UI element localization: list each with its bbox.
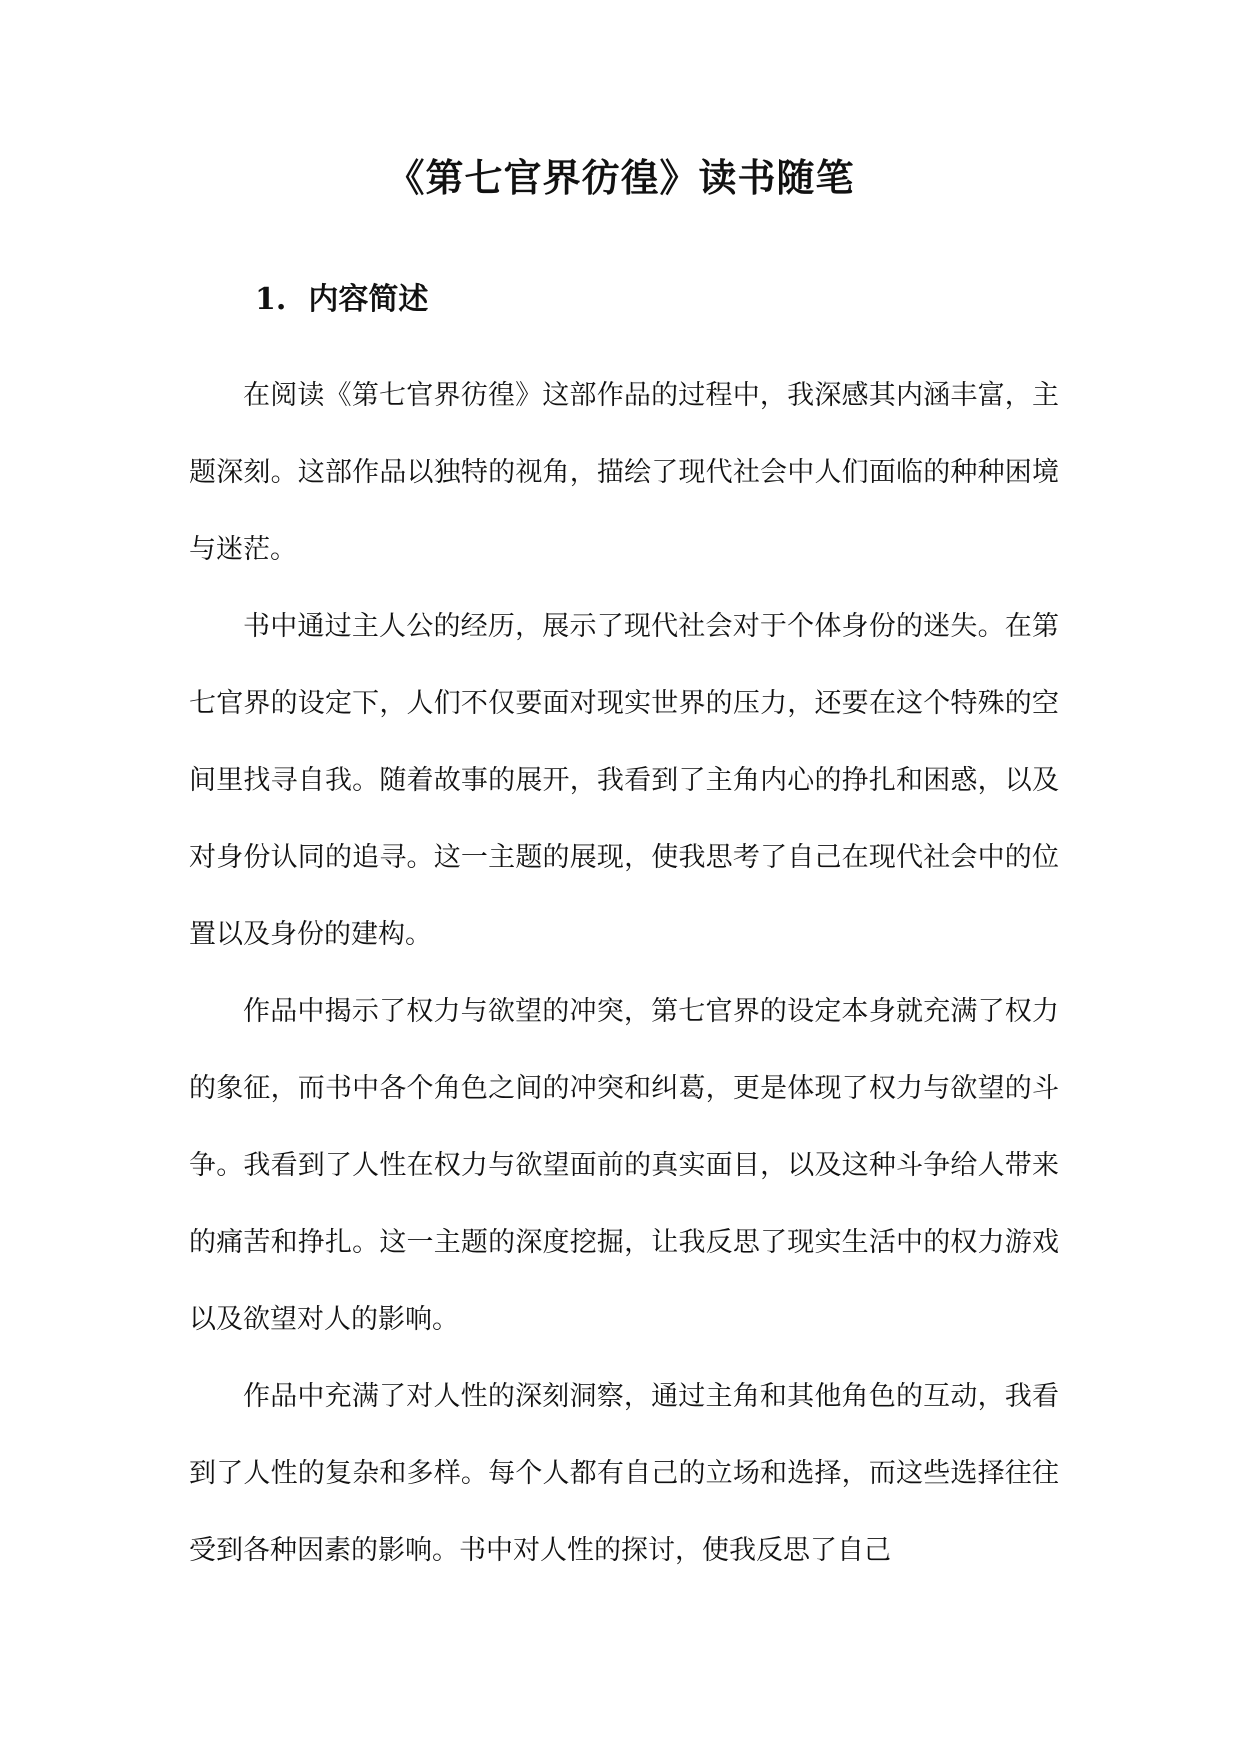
- document-title: 《第七官界彷徨》读书随笔: [386, 155, 855, 200]
- section-number: 1.: [255, 282, 287, 317]
- section-title: 内容简述: [308, 282, 429, 317]
- paragraph-2: 书中通过主人公的经历，展示了现代社会对于个体身份的迷失。在第七官界的设定下，人们不仅要面对现实世界的压力，还要在这个特殊的空间里找寻自我。随着故事的展开，我看到了主角内心的挣扎和困惑，以及对身份认同的追寻。这一主题的展现，使我思考了自己在现代社会中的位置以及身份的建构。: [189, 611, 1059, 950]
- section-heading: [255, 278, 428, 322]
- paragraph-4: 作品中充满了对人性的深刻洞察，通过主角和其他角色的互动，我看到了人性的复杂和多样。每个人都有自己的立场和选择，而这些选择往往受到各种因素的影响。书中对人性的探讨，使我反思了自己: [189, 1381, 1059, 1566]
- body-text: [189, 357, 1059, 1589]
- paragraph-1: 在阅读《第七官界彷徨》这部作品的过程中，我深感其内涵丰富，主题深刻。这部作品以独特的视角，描绘了现代社会中人们面临的种种困境与迷茫。: [189, 380, 1059, 565]
- paragraph-3: 作品中揭示了权力与欲望的冲突，第七官界的设定本身就充满了权力的象征，而书中各个角色之间的冲突和纠葛，更是体现了权力与欲望的斗争。我看到了人性在权力与欲望面前的真实面目，以及这种斗争给人带来的痛苦和挣扎。这一主题的深度挖掘，让我反思了现实生活中的权力游戏以及欲望对人的影响。: [189, 996, 1059, 1335]
